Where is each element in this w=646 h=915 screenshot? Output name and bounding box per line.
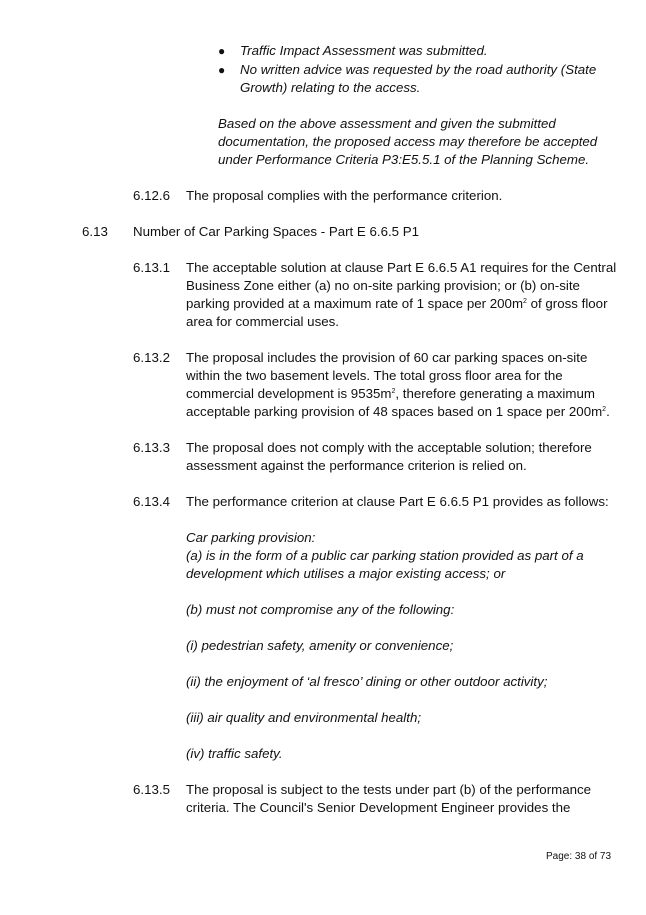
clause-text [186,403,610,421]
criteria-line: (b) must not compromise any of the following: [186,602,455,617]
text-run: , therefore generating a maximum [395,386,595,401]
clause-number: 6.13.5 [133,782,170,797]
clause-number: 6.13.3 [133,440,170,455]
clause-number: 6.13.1 [133,260,170,275]
bullet-text: Growth) relating to the access. [240,80,421,95]
text-run: commercial development is 9535m [186,386,392,401]
criteria-line: (ii) the enjoyment of ‘al fresco’ dining or other outdoor activity; [186,674,548,689]
clause-text: The proposal is subject to the tests under part (b) of the performance [186,782,592,797]
conclusion-line: documentation, the proposed access may therefore be accepted [218,134,598,149]
clause-text: within the two basement levels. The total gross floor area for the [186,368,563,383]
section-heading: Number of Car Parking Spaces - Part E 6.6.5 P1 [133,224,420,239]
criteria-line: development which utilises a major existing access; or [186,566,506,581]
criteria-line: Car parking provision: [186,530,316,545]
criteria-line: (i) pedestrian safety, amenity or convenience; [186,638,454,653]
criteria-line: (iii) air quality and environmental health; [186,710,422,725]
text-run: . [606,404,610,419]
bullet-dot: ● [218,63,226,77]
clause-text: area for commercial uses. [186,314,339,329]
clause-text [186,295,608,313]
clause-text: assessment against the performance criterion is relied on. [186,458,527,473]
clause-text: criteria. The Council's Senior Development Engineer provides the [186,800,571,815]
clause-text [186,385,595,403]
clause-text: The acceptable solution at clause Part E 6.6.5 A1 requires for the Central [186,260,617,275]
superscript: 2 [602,406,607,413]
text-run: of gross floor [526,296,608,311]
clause-text: The proposal does not comply with the acceptable solution; therefore [186,440,592,455]
criteria-line: (a) is in the form of a public car parking station provided as part of a [186,548,584,563]
criteria-line: (iv) traffic safety. [186,746,283,761]
clause-number: 6.13.4 [133,494,170,509]
bullet-dot: ● [218,44,226,58]
clause-number: 6.12.6 [133,188,170,203]
clause-text: Business Zone either (a) no on-site parking provision; or (b) on-site [186,278,580,293]
superscript: 2 [523,298,527,305]
page-number: Page: 38 of 73 [546,851,612,862]
conclusion-line: Based on the above assessment and given the submitted [218,116,556,131]
conclusion-line: under Performance Criteria P3:E5.5.1 of the Planning Scheme. [218,152,590,167]
text-run: acceptable parking provision of 48 spaces based on 1 space per 200m [186,404,603,419]
clause-text: The proposal includes the provision of 60 car parking spaces on-site [186,350,588,365]
bullet-text: Traffic Impact Assessment was submitted. [240,43,488,58]
superscript: 2 [391,388,396,395]
clause-number: 6.13.2 [133,350,170,365]
bullet-text: No written advice was requested by the road authority (State [240,62,597,77]
clause-text: The proposal complies with the performance criterion. [186,188,503,203]
section-number: 6.13 [82,224,108,239]
clause-text: The performance criterion at clause Part E 6.6.5 P1 provides as follows: [186,494,609,509]
text-run: parking provided at a maximum rate of 1 space per 200m [186,296,524,311]
